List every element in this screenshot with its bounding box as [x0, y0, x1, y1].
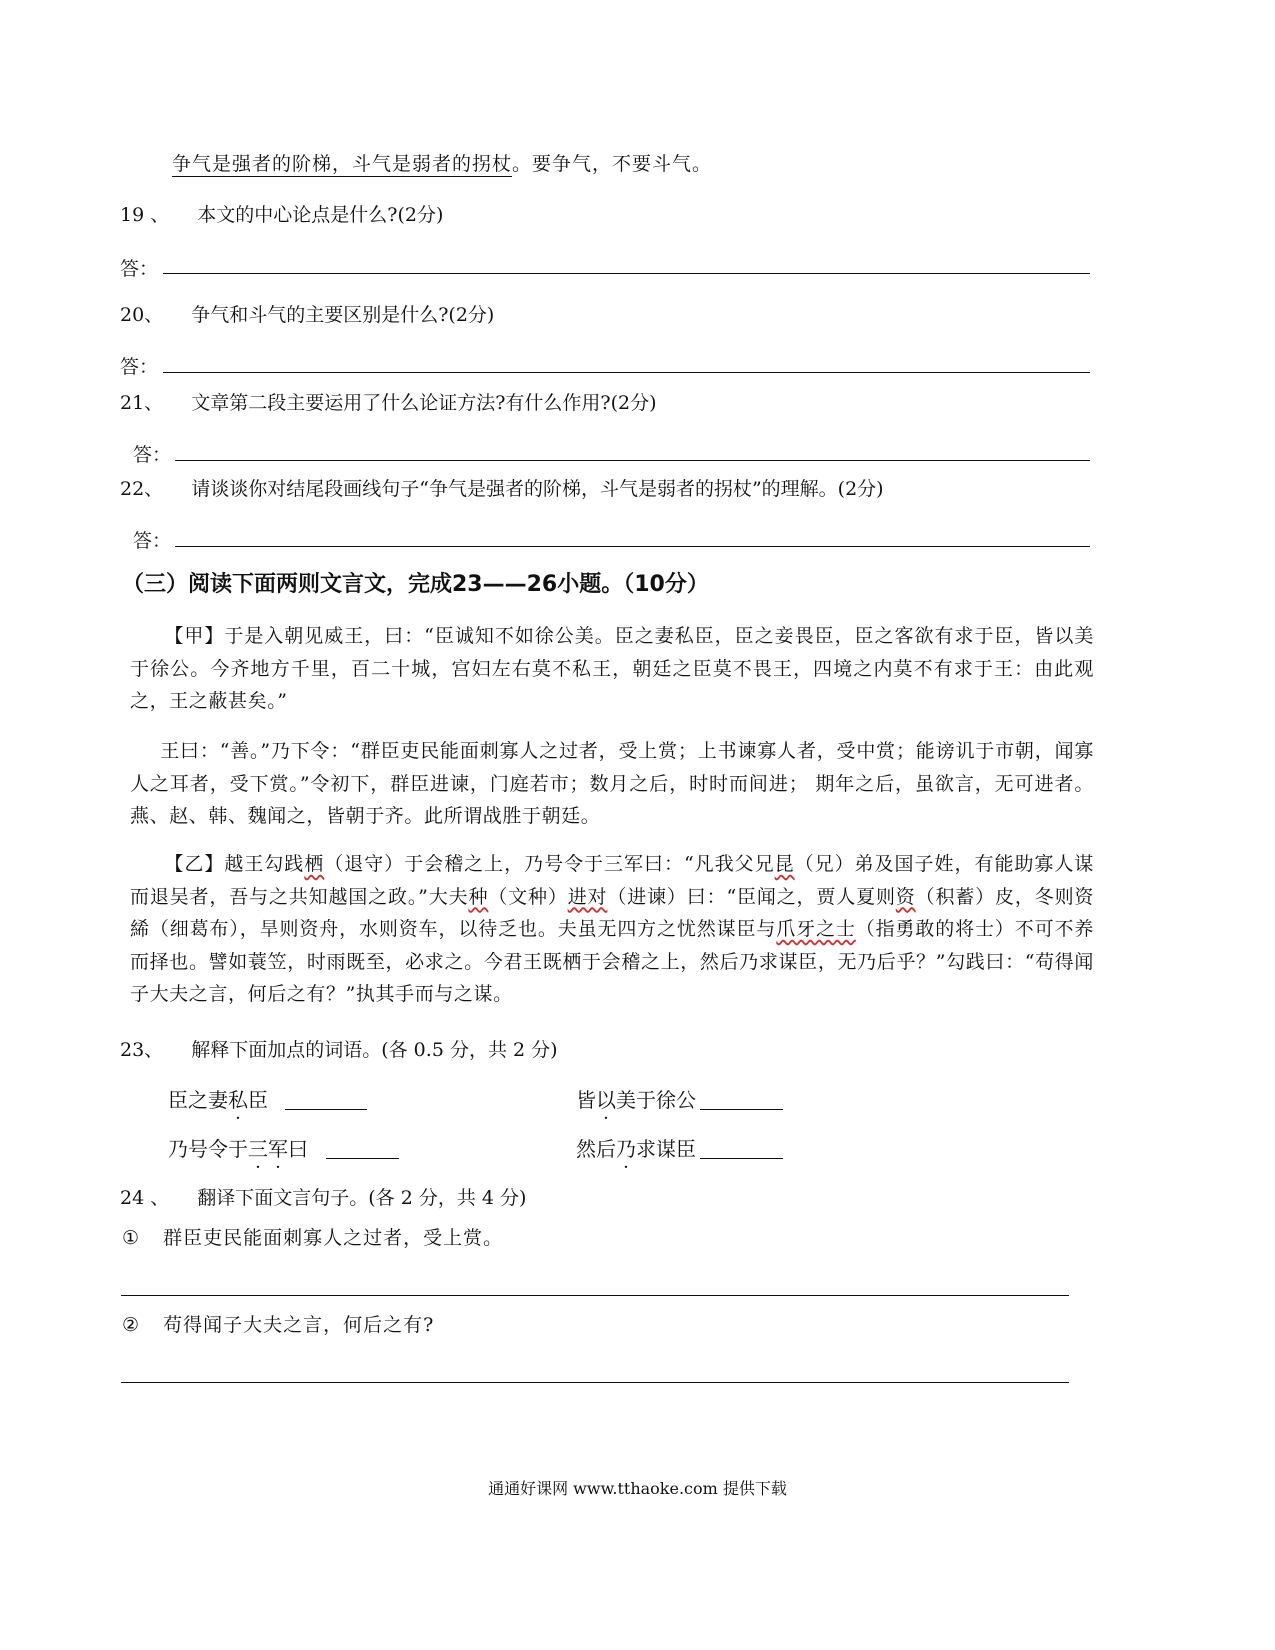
q23-item-1	[168, 1088, 268, 1112]
passage-yi-seg: （积蓄）皮，冬则资絺（细葛布），旱则资舟，水则资车，以待乏也。夫虽无四方之忧然谋臣与	[130, 885, 1095, 940]
question-text: 请谈谈你对结尾段画线句子“争气是强者的阶梯，斗气是弱者的拐杖”的理解。(2分)	[191, 478, 884, 500]
q23-blank-1[interactable]	[285, 1109, 367, 1110]
translate-line-1[interactable]	[121, 1295, 1069, 1296]
translate-sentence-2	[122, 1313, 434, 1337]
dotted-char: 军	[268, 1137, 288, 1161]
item-text: 臣	[248, 1088, 268, 1112]
answer-line-19[interactable]	[163, 273, 1090, 274]
sentence-text: 群臣吏民能面刺寡人之过者，受上赏。	[163, 1227, 504, 1249]
intro-rest: 。要争气，不要斗气。	[512, 153, 713, 175]
question-19	[120, 203, 443, 227]
q23-item-2	[576, 1088, 696, 1112]
question-number: 19 、	[120, 204, 170, 226]
item-text: 皆	[576, 1088, 596, 1112]
passage-yi-seg: （进谏）曰：“臣闻之，贾人夏则	[607, 885, 896, 908]
passage-yi-seg: （兄）弟及国子姓，有能助寡人谋而退吴者，吾与之共知越国之政。”大夫	[130, 853, 1094, 908]
passage-jia-p1	[130, 620, 1094, 718]
item-text: 求谋臣	[636, 1137, 696, 1161]
question-23	[120, 1038, 558, 1062]
question-number: 21、	[120, 392, 164, 414]
translate-line-2[interactable]	[121, 1382, 1069, 1383]
dotted-char: 私	[228, 1088, 248, 1112]
section-title: （三）阅读下面两则文言文，完成23——26小题。（10分）	[122, 572, 709, 597]
wavy-word-qi: 栖	[304, 853, 325, 875]
question-number: 22、	[120, 478, 164, 500]
question-text: 本文的中心论点是什么?(2分)	[197, 204, 444, 226]
answer-line-20[interactable]	[163, 372, 1090, 373]
passage-yi-seg: 【乙】越王勾践	[164, 853, 305, 875]
answer-line-21[interactable]	[175, 460, 1090, 461]
passage-yi-seg: （退守）于会稽之上，乃号令于三军曰：“凡我父兄	[324, 853, 775, 875]
wavy-word-zhong: 种	[468, 885, 489, 908]
dotted-char: 乃	[616, 1137, 636, 1161]
answer-label: 答：	[133, 530, 172, 552]
item-text: 然后	[576, 1137, 616, 1161]
intro-line	[172, 152, 712, 176]
sentence-text: 苟得闻子大夫之言，何后之有?	[163, 1314, 435, 1336]
passage-jia-text-2: 王曰：“善。”乃下令：“群臣吏民能面刺寡人之过者，受上赏；上书谏寡人者，受中赏；能谤讥于市朝，闻寡人之耳者，受下赏。”令初下，群臣进谏，门庭若市；数月之后，时时而间进； 期年之后，虽欲言，无可进者。燕、赵、韩、魏闻之，皆朝于齐。此所谓战胜于朝廷。	[130, 740, 1094, 827]
question-text: 翻译下面文言句子。(各 2 分，共 4 分)	[197, 1187, 527, 1209]
answer-line-22[interactable]	[175, 546, 1090, 547]
footer-text: 通通好课网 www.tthaoke.com 提供下载	[488, 1479, 787, 1498]
question-text: 争气和斗气的主要区别是什么?(2分)	[191, 304, 495, 326]
passage-yi	[130, 848, 1094, 1011]
q23-blank-4[interactable]	[700, 1158, 783, 1159]
passage-jia-text-1: 【甲】于是入朝见威王，曰：“臣诚知不如徐公美。臣之妻私臣，臣之妾畏臣，臣之客欲有求于臣，皆以美于徐公。今齐地方千里，百二十城，宫妇左右莫不私王，朝廷之臣莫不畏王，四境之内莫不有求于王：由此观之，王之蔽甚矣。”	[130, 625, 1094, 712]
question-number: 24 、	[120, 1187, 170, 1209]
question-22	[120, 477, 884, 501]
wavy-word-zi: 资	[895, 885, 916, 908]
wavy-word-zhaoya: 爪牙之士	[776, 918, 856, 940]
item-text: 曰	[288, 1137, 308, 1161]
question-20	[120, 303, 494, 327]
passage-jia-p2	[130, 735, 1094, 833]
q23-blank-3[interactable]	[326, 1158, 399, 1159]
question-text: 解释下面加点的词语。(各 0.5 分，共 2 分)	[191, 1039, 558, 1061]
translate-sentence-1	[122, 1226, 503, 1250]
wavy-word-jindui: 进对	[567, 885, 608, 908]
q23-blank-2[interactable]	[700, 1109, 783, 1110]
passage-yi-seg: （指勇敢的将士）不可不养而择也。譬如蓑笠，时雨既至，必求之。今君王既栖于会稽之上，然后乃求谋臣，无乃后乎？”勾践曰：“苟得闻子大夫之言，何后之有？”执其手而与之谋。	[130, 918, 1094, 1005]
wavy-word-kun: 昆	[774, 853, 795, 875]
circled-number: ②	[122, 1314, 141, 1336]
answer-label: 答：	[120, 258, 159, 280]
question-24	[120, 1186, 526, 1210]
dotted-char: 以	[596, 1088, 616, 1112]
answer-label: 答：	[133, 444, 172, 466]
dotted-char: 三	[248, 1137, 268, 1161]
item-text: 乃号令于	[168, 1137, 248, 1161]
item-text: 美于徐公	[616, 1088, 696, 1112]
question-text: 文章第二段主要运用了什么论证方法?有什么作用?(2分)	[191, 392, 657, 414]
q23-item-4	[576, 1137, 696, 1161]
question-21	[120, 391, 657, 415]
question-number: 20、	[120, 304, 164, 326]
underlined-sentence: 争气是强者的阶梯，斗气是弱者的拐杖	[172, 153, 513, 175]
answer-label: 答：	[120, 356, 159, 378]
question-number: 23、	[120, 1039, 164, 1061]
q23-item-3	[168, 1137, 308, 1161]
passage-yi-seg: （文种）	[488, 885, 568, 908]
circled-number: ①	[122, 1227, 141, 1249]
item-text: 臣之妻	[168, 1088, 228, 1112]
